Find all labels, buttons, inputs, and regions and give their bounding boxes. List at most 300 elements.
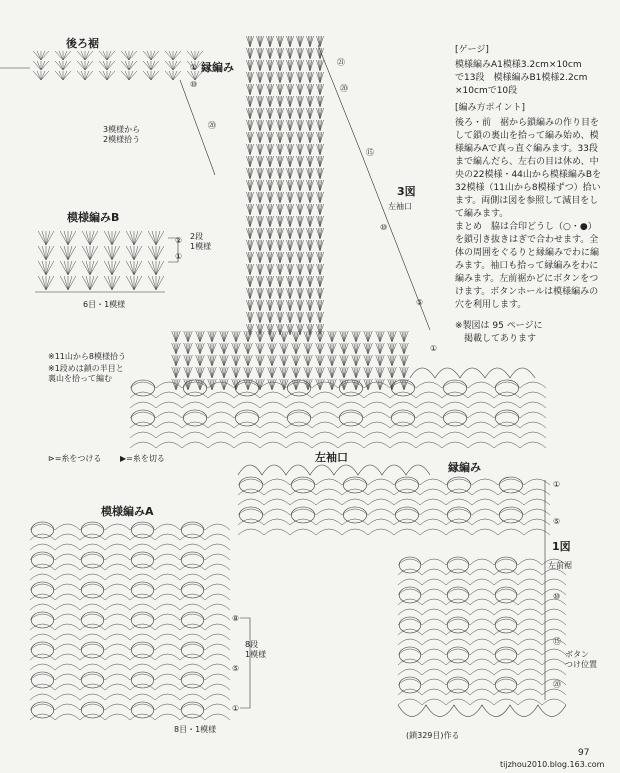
stitch bbox=[250, 252, 252, 263]
mesh-row bbox=[30, 714, 230, 720]
stitch bbox=[356, 343, 358, 354]
stitch bbox=[112, 246, 116, 260]
stitch bbox=[212, 343, 214, 354]
stitch bbox=[268, 180, 270, 191]
stitch bbox=[250, 36, 254, 47]
stitch bbox=[280, 144, 284, 155]
stitch bbox=[134, 231, 138, 245]
stitch bbox=[260, 379, 264, 390]
stitch bbox=[246, 60, 250, 71]
stitch bbox=[310, 36, 312, 47]
stitch bbox=[290, 84, 292, 95]
stitch bbox=[272, 355, 274, 366]
stitch bbox=[129, 61, 133, 70]
stitch bbox=[260, 144, 262, 155]
stitch bbox=[266, 156, 270, 167]
stitch bbox=[288, 204, 290, 215]
stitch bbox=[308, 132, 310, 143]
stitch bbox=[276, 156, 280, 167]
stitch bbox=[290, 132, 292, 143]
stitch bbox=[250, 288, 252, 299]
stitch bbox=[310, 300, 312, 311]
stitch bbox=[232, 355, 236, 366]
stitch bbox=[288, 60, 290, 71]
stitch bbox=[188, 355, 192, 366]
stitch bbox=[308, 120, 310, 131]
stitch bbox=[300, 300, 302, 311]
stitch bbox=[278, 312, 280, 323]
stitch bbox=[250, 168, 254, 179]
cuff-edge-scallops bbox=[238, 465, 430, 475]
stitch bbox=[316, 108, 320, 119]
stitch bbox=[282, 379, 284, 390]
stitch bbox=[266, 168, 270, 179]
stitch bbox=[270, 216, 272, 227]
leaf-cluster bbox=[447, 557, 469, 573]
stitch bbox=[298, 36, 300, 47]
stitch bbox=[90, 276, 98, 290]
stitch bbox=[77, 71, 85, 80]
stitch bbox=[270, 379, 272, 390]
stitch bbox=[366, 343, 368, 354]
stitch bbox=[38, 261, 46, 275]
stitch bbox=[270, 228, 272, 239]
stitch bbox=[270, 180, 272, 191]
stitch bbox=[234, 355, 236, 366]
stitch bbox=[356, 367, 360, 378]
stitch bbox=[318, 228, 320, 239]
stitch bbox=[248, 228, 250, 239]
stitch bbox=[244, 379, 248, 390]
stitch bbox=[248, 180, 250, 191]
stitch bbox=[266, 36, 270, 47]
stitch bbox=[174, 355, 176, 366]
stitch bbox=[260, 36, 262, 47]
stitch bbox=[316, 180, 320, 191]
stitch bbox=[68, 231, 76, 245]
pattern-a-sample bbox=[30, 522, 230, 720]
stitch bbox=[272, 379, 274, 390]
mesh-row bbox=[30, 594, 230, 600]
stitch bbox=[298, 192, 300, 203]
stitch bbox=[276, 108, 280, 119]
stitch bbox=[250, 144, 252, 155]
stitch bbox=[176, 367, 178, 378]
stitch bbox=[186, 343, 188, 354]
stitch bbox=[320, 228, 324, 239]
stitch bbox=[276, 168, 280, 179]
stitch bbox=[46, 276, 50, 290]
mesh-row bbox=[30, 644, 230, 650]
stitch bbox=[272, 343, 274, 354]
stitch bbox=[272, 367, 276, 378]
stitch bbox=[260, 312, 262, 323]
stitch bbox=[296, 60, 300, 71]
stitch bbox=[300, 276, 304, 287]
stitch bbox=[280, 108, 282, 119]
stitch bbox=[300, 192, 302, 203]
stitch bbox=[308, 300, 310, 311]
stitch bbox=[151, 61, 155, 70]
stitch bbox=[224, 355, 228, 366]
stitch bbox=[266, 132, 270, 143]
stitch bbox=[266, 288, 270, 299]
stitch bbox=[174, 379, 176, 390]
stitch bbox=[306, 264, 310, 275]
stitch bbox=[246, 240, 250, 251]
stitch bbox=[284, 379, 288, 390]
stitch bbox=[250, 108, 252, 119]
stitch bbox=[46, 231, 50, 245]
leaf-cluster bbox=[447, 507, 470, 523]
stitch bbox=[280, 156, 284, 167]
stitch bbox=[308, 204, 310, 215]
stitch bbox=[234, 331, 236, 342]
stitch bbox=[246, 252, 250, 263]
stitch bbox=[246, 168, 250, 179]
stitch bbox=[286, 156, 290, 167]
stitch bbox=[260, 180, 262, 191]
stitch bbox=[286, 108, 290, 119]
leaf-cluster bbox=[447, 647, 469, 663]
stitch bbox=[280, 300, 282, 311]
stitch bbox=[112, 276, 116, 290]
stitch bbox=[298, 228, 300, 239]
stitch bbox=[286, 216, 290, 227]
stitch bbox=[286, 36, 290, 47]
stitch bbox=[280, 331, 284, 342]
stitch bbox=[284, 355, 286, 366]
stitch bbox=[99, 51, 107, 60]
stitch bbox=[90, 261, 94, 275]
stitch bbox=[268, 312, 270, 323]
stitch bbox=[270, 312, 274, 323]
row-10-top: ⑩ bbox=[190, 80, 198, 89]
stitch bbox=[270, 367, 272, 378]
stitch bbox=[188, 343, 190, 354]
stitch bbox=[270, 132, 272, 143]
stitch bbox=[85, 71, 93, 80]
row-b-2: ② bbox=[175, 236, 183, 245]
stitch bbox=[41, 61, 49, 70]
stitch bbox=[121, 51, 129, 60]
stitch bbox=[260, 240, 264, 251]
stitch bbox=[392, 343, 396, 354]
stitch bbox=[320, 379, 324, 390]
stitch bbox=[266, 120, 270, 131]
stitch bbox=[63, 71, 71, 80]
stitch bbox=[260, 36, 264, 47]
stitch bbox=[276, 60, 280, 71]
stitch bbox=[330, 331, 332, 342]
stitch bbox=[200, 331, 204, 342]
stitch bbox=[308, 343, 310, 354]
stitch bbox=[310, 144, 312, 155]
stitch bbox=[270, 204, 272, 215]
stitch bbox=[112, 246, 120, 260]
stitch bbox=[318, 367, 320, 378]
figure-3-label: 3図 bbox=[397, 185, 416, 198]
stitch bbox=[234, 343, 236, 354]
stitch bbox=[186, 355, 188, 366]
stitch bbox=[248, 84, 250, 95]
stitch bbox=[156, 261, 160, 275]
stitch bbox=[300, 144, 304, 155]
row-f-10: ⑩ bbox=[553, 592, 561, 601]
stitch bbox=[290, 60, 294, 71]
stitch bbox=[296, 300, 300, 311]
stitch bbox=[388, 331, 392, 342]
stitch bbox=[296, 343, 298, 354]
stitch bbox=[258, 204, 260, 215]
stitch bbox=[191, 51, 195, 60]
stitch bbox=[306, 312, 310, 323]
stitch bbox=[270, 60, 274, 71]
pattern-a-title: 模様編みA bbox=[101, 505, 154, 518]
stitch bbox=[330, 367, 332, 378]
stitch bbox=[195, 51, 203, 60]
stitch bbox=[310, 120, 312, 131]
stitch bbox=[176, 343, 178, 354]
stitch bbox=[320, 120, 324, 131]
row-f-20: ⑳ bbox=[553, 680, 561, 689]
stitch bbox=[280, 36, 282, 47]
stitch bbox=[280, 252, 282, 263]
stitch bbox=[134, 276, 142, 290]
stitch bbox=[258, 108, 260, 119]
stitch bbox=[250, 252, 254, 263]
stitch bbox=[108, 231, 112, 245]
leaf-cluster bbox=[131, 380, 154, 396]
stitch bbox=[250, 312, 254, 323]
stitch bbox=[208, 379, 212, 390]
stitch bbox=[332, 331, 336, 342]
stitch bbox=[320, 96, 322, 107]
leaf-cluster bbox=[399, 557, 421, 573]
stitch bbox=[316, 120, 320, 131]
stitch bbox=[306, 192, 310, 203]
stitch bbox=[402, 355, 404, 366]
stitch bbox=[256, 367, 260, 378]
stitch bbox=[134, 231, 142, 245]
stitch bbox=[280, 96, 282, 107]
stitch bbox=[290, 60, 292, 71]
stitch bbox=[244, 343, 248, 354]
stitch bbox=[320, 276, 324, 287]
stitch bbox=[290, 216, 294, 227]
stitch bbox=[64, 231, 68, 245]
stitch bbox=[256, 192, 260, 203]
stitch bbox=[156, 246, 164, 260]
stitch bbox=[148, 276, 156, 290]
stitch bbox=[304, 343, 308, 354]
stitch bbox=[280, 168, 282, 179]
stitch bbox=[38, 231, 46, 245]
stitch bbox=[290, 324, 292, 335]
stitch bbox=[103, 51, 107, 60]
stitch bbox=[260, 60, 262, 71]
stitch bbox=[258, 168, 260, 179]
stitch bbox=[308, 355, 312, 366]
stitch bbox=[320, 96, 324, 107]
stitch bbox=[268, 343, 272, 354]
stitch bbox=[392, 367, 394, 378]
reference-note: ※製図は 95 ページに 掲載してあります bbox=[455, 321, 543, 344]
edging-label-top: 縁編み bbox=[201, 61, 234, 74]
stitch bbox=[320, 60, 324, 71]
stitch bbox=[33, 51, 41, 60]
stitch bbox=[246, 331, 248, 342]
stitch bbox=[266, 276, 270, 287]
stitch bbox=[308, 168, 310, 179]
stitch bbox=[290, 276, 294, 287]
stitch bbox=[270, 168, 274, 179]
stitch bbox=[310, 312, 314, 323]
leaf-cluster bbox=[131, 702, 154, 718]
stitch bbox=[266, 60, 270, 71]
stitch bbox=[298, 156, 300, 167]
stitch bbox=[290, 180, 292, 191]
stitch bbox=[330, 379, 332, 390]
stitch bbox=[310, 60, 312, 71]
stitch bbox=[278, 300, 280, 311]
leaf-cluster bbox=[181, 552, 204, 568]
leaf-cluster bbox=[31, 702, 54, 718]
stitch bbox=[260, 288, 264, 299]
stitch bbox=[280, 144, 282, 155]
stitch bbox=[290, 264, 292, 275]
stitch bbox=[320, 216, 322, 227]
stitch bbox=[280, 367, 284, 378]
stitch bbox=[296, 144, 300, 155]
stitch bbox=[246, 96, 250, 107]
stitch bbox=[288, 300, 290, 311]
stitch bbox=[236, 355, 238, 366]
stitch bbox=[188, 343, 192, 354]
stitch bbox=[224, 331, 226, 342]
stitch bbox=[33, 61, 41, 70]
stitch bbox=[300, 120, 302, 131]
stitch bbox=[244, 331, 248, 342]
stitch bbox=[250, 240, 252, 251]
stitch bbox=[82, 246, 90, 260]
stitch bbox=[292, 367, 296, 378]
stitch bbox=[296, 204, 300, 215]
stitch bbox=[270, 36, 274, 47]
stitch bbox=[354, 355, 356, 366]
stitch bbox=[224, 379, 228, 390]
stitch bbox=[236, 331, 238, 342]
stitch bbox=[68, 261, 72, 275]
stitch bbox=[286, 48, 290, 59]
stitch bbox=[129, 71, 137, 80]
stitch bbox=[316, 216, 320, 227]
gauge-header: [ゲージ] bbox=[455, 45, 489, 55]
stitch bbox=[354, 343, 356, 354]
stitch bbox=[280, 132, 282, 143]
stitch bbox=[212, 331, 214, 342]
stitch bbox=[250, 228, 254, 239]
stitch bbox=[148, 231, 156, 245]
stitch bbox=[290, 276, 292, 287]
stitch bbox=[296, 343, 300, 354]
stitch bbox=[250, 144, 254, 155]
stitch bbox=[298, 72, 300, 83]
stitch bbox=[380, 379, 382, 390]
stitch bbox=[172, 379, 176, 390]
stitch bbox=[364, 367, 368, 378]
stitch bbox=[212, 355, 216, 366]
stitch bbox=[288, 168, 290, 179]
stitch bbox=[37, 71, 41, 80]
stitch bbox=[290, 144, 292, 155]
stitch bbox=[310, 252, 312, 263]
stitch bbox=[300, 240, 304, 251]
stitch bbox=[33, 71, 41, 80]
stitch bbox=[248, 355, 252, 366]
stitch bbox=[268, 355, 272, 366]
stitch bbox=[316, 355, 320, 366]
pattern-b-title: 模様編みB bbox=[67, 211, 120, 224]
stitch bbox=[112, 261, 116, 275]
stitch bbox=[320, 367, 322, 378]
stitch bbox=[282, 343, 284, 354]
stitch bbox=[188, 367, 190, 378]
stitch bbox=[306, 343, 308, 354]
stitch bbox=[340, 355, 344, 366]
stitch bbox=[278, 132, 280, 143]
stitch bbox=[256, 264, 260, 275]
stitch bbox=[90, 261, 98, 275]
stitch bbox=[290, 300, 292, 311]
notes-panel bbox=[455, 40, 605, 349]
mesh-row bbox=[398, 699, 566, 705]
stitch bbox=[270, 132, 274, 143]
stitch bbox=[278, 72, 280, 83]
stitch bbox=[340, 367, 344, 378]
stitch bbox=[310, 72, 314, 83]
stitch bbox=[46, 261, 54, 275]
leaf-cluster bbox=[495, 617, 517, 633]
stitch bbox=[260, 192, 264, 203]
back-hem-fans bbox=[33, 51, 203, 80]
stitch bbox=[286, 288, 290, 299]
stitch bbox=[280, 120, 282, 131]
stitch bbox=[63, 61, 71, 70]
stitch bbox=[64, 261, 68, 275]
mesh-row bbox=[30, 524, 230, 530]
stitch bbox=[258, 312, 260, 323]
stitch bbox=[310, 96, 314, 107]
stitch bbox=[290, 252, 292, 263]
stitch bbox=[278, 204, 280, 215]
stitch bbox=[107, 51, 115, 60]
stitch bbox=[296, 36, 300, 47]
stitch bbox=[310, 132, 312, 143]
stitch bbox=[126, 276, 134, 290]
stitch bbox=[330, 343, 332, 354]
stitch bbox=[300, 132, 302, 143]
stitch bbox=[280, 264, 282, 275]
leaf-cluster bbox=[131, 552, 154, 568]
stitch bbox=[388, 343, 392, 354]
leaf-cluster bbox=[499, 507, 522, 523]
stitch bbox=[60, 246, 68, 260]
stitch bbox=[266, 240, 270, 251]
stitch bbox=[306, 108, 310, 119]
stitch bbox=[268, 72, 270, 83]
stitch bbox=[404, 355, 408, 366]
